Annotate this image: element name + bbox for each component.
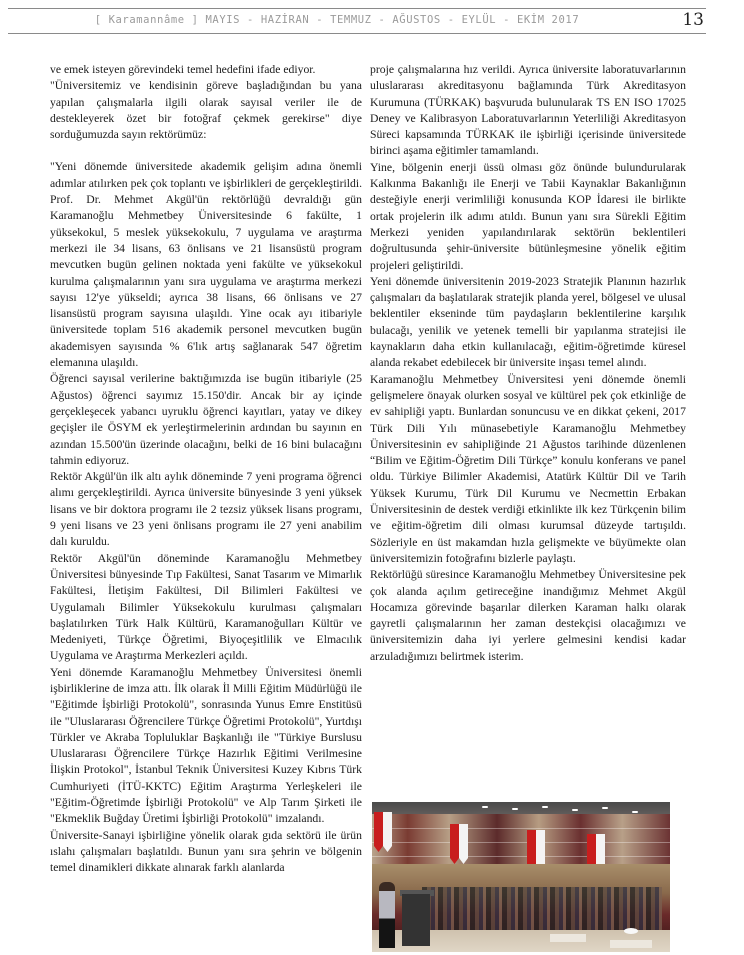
flag-banner	[450, 824, 468, 864]
header-title: [ Karamannâme ] MAYIS - HAZİRAN - TEMMUZ - AĞUSTOS - EYLÜL - EKİM 2017	[94, 14, 580, 26]
paragraph: proje çalışmalarına hız verildi. Ayrıca üniversite laboratuvarlarının uluslararası akreditasyonu bağlamında Türk Akreditasyon Kurumuna (TÜRKAK) başvuruda bulunularak TS EN ISO 17025 Deney ve Kalibrasyon Laboratuvarlarının Yeterliliği Akreditasyon Süreci kapsamında TÜRKAK ile işbirliği içerisinde üniversitede birinci aşama eğitimler tamamlandı.	[370, 63, 686, 158]
page-number: 13	[682, 10, 704, 30]
paragraph: "Üniversitemiz ve kendisinin göreve başladığından bu yana yapılan çalışmalarla ilgili olarak sayısal veriler ile de destekleyerek özet bir fotoğraf çekmek gerekirse" diye sorduğumuzda sayın rektörümüz:	[50, 79, 362, 142]
conference-hall-photo	[372, 802, 670, 952]
paragraph: Rektör Akgül'ün döneminde Karamanoğlu Mehmetbey Üniversitesi bünyesinde Tıp Fakültesi, Sanat Tasarım ve Mimarlık Fakültesi, İletişim Fakültesi, Dil Bilimleri Fakültesi ve Uygulamalı Bilimler Yüksekokulu kurulması çalışmaları başlatılırken Türk Halk Kültürü, Karamanoğulları Kültür ve Medeniyeti, Türkçe Öğretimi, Biyoçeşitlilik ve Elmacılık Uygulama ve Araştırma Merkezleri açıldı.	[50, 551, 362, 663]
stage-table	[550, 934, 586, 942]
paragraph: Üniversite-Sanayi işbirliğine yönelik olarak gıda sektörü ile ürün ıslahı çalışmaları başlatıldı. Bunun yanı sıra şehrin ve bölgenin temel dinamikleri dikkate alınarak farklı alanlarda	[50, 828, 362, 875]
left-column	[50, 62, 362, 877]
paragraph: Yeni dönemde Karamanoğlu Mehmetbey Üniversitesi önemli işbirliklerine de imza attı. İlk olarak İl Milli Eğitim Müdürlüğü ile "Eğitimde İşbirliği Protokolü", sonrasında Yunus Emre Enstitüsü ile "Uluslararası Öğrencilere Türkçe Öğretimi Protokolü", Yurtdışı Türkler ve Akraba Topluluklar Başkanlığı ile "Türkiye Burslusu Uluslararası Öğrencilere Türkçe Hazırlık Eğitimi Verilmesine İlişkin Protokol", İstanbul Teknik Üniversitesi Kuzey Kıbrıs Türk Cumhuriyeti (İTÜ-KKTC) Eğitim Araştırma Yerleşkeleri ile "Eğitim-Öğretimde İşbirliği Protokolü" ve Alp Tarım Şirketi ile "Ekmeklik Buğday Üretimi İşbirliği Protokolü" imzalandı.	[50, 665, 362, 826]
paragraph: "Yeni dönemde üniversitede akademik gelişim adına önemli adımlar atılırken pek çok toplantı ve işbirlikleri de gerçekleştirildi. Prof. Dr. Mehmet Akgül'ün rektörlüğü devraldığı gün Karamanoğlu Mehmetbey Üniversitesinde 6 fakülte, 1 yüksekokul, 5 meslek yüksekokulu, 7 uygulama ve araştırma merkezi ile 34 lisans, 63 önlisans ve 21 lisansüstü program mevcutken bugün gelinen noktada yeni fakülte ve yüksekokul kurulma çalışmalarının yanı sıra uygulama ve araştırma merkezi sayısı 12'ye yükseldi; ayrıca 38 lisans, 66 önlisans ve 27 lisansüstü program sayısına ulaşıldı. Yine ocak ayı itibariyle üniversitede toplam 516 akademik personel mevcutken bugün akademisyen sayısında % 6'lık artış sağlanarak 547 öğretim elemanına ulaşıldı.	[50, 160, 362, 370]
podium	[402, 894, 430, 946]
stage-table	[610, 940, 652, 948]
ceiling-light	[572, 809, 578, 811]
right-column	[370, 62, 686, 665]
paragraph: ve emek isteyen görevindeki temel hedefini ifade ediyor.	[50, 63, 316, 76]
paragraph: Yeni dönemde üniversitenin 2019-2023 Stratejik Planının hazırlık çalışmaları da başlatılarak stratejik planda yerel, bölgesel ve ulusal beklentiler ekseninde tüm paydaşların beklentilerine karşılık bulacağı, yenilik ve yetenek temelli bir yapılanma stratejisi ile kaynakların daha etkin kullanılacağı, eğitim-öğretimde küresel alanda rekabet edebilecek bir üniversite inşası temel alındı.	[370, 274, 686, 370]
paragraph: Karamanoğlu Mehmetbey Üniversitesi yeni dönemde önemli gelişmelere önayak olurken sosyal ve kültürel pek çok etkinliğe de ev sahipliği yaptı. Bunlardan sonuncusu ve en dikkat çekeni, 2017 Türk Dili Yılı münasebetiyle Karamanoğlu Mehmetbey Üniversitesinin ev sahipliğinde 21 Ağustos tarihinde düzenlenen “Bilim ve Eğitim-Öğretim Dili Türkçe” konulu konferans ve panel oldu. Türkiye Bilimler Akademisi, Atatürk Kültür Dil ve Tarih Yüksek Kurumu, Türk Dil Kurumu ve Necmettin Erbakan Üniversitesinin de destek verdiği etkinlikte ilk kez Türkçenin bilim ve eğitim-öğretim dili olması kurumsal düzeyde tartışıldı. Sözleriyle en üst makamdan hızla gelişmekte ve büyümekte olan üniversitemizin fotoğrafını bizlerle paylaştı.	[370, 372, 686, 565]
ceiling-light	[602, 807, 608, 809]
ceiling-light	[632, 811, 638, 813]
audience-crowd	[422, 887, 662, 932]
ceiling-light	[482, 806, 488, 808]
running-header	[8, 8, 706, 34]
paragraph: Rektörlüğü süresince Karamanoğlu Mehmetbey Üniversitesine pek çok alanda açılım getireceğine inandığımız Mehmet Akgül Hocamıza görevinde başarılar dilerken Karaman halkı olarak gayretli çalışmalarının her zaman destekçisi olacağımızı ve üniversitemizin daha iyi yerlere gelmesini kendisi kadar arzuladığımızı belirtmek isterim.	[370, 568, 686, 663]
speaker-figure	[379, 882, 395, 948]
paragraph: Yine, bölgenin enerji üssü olması göz önünde bulundurularak Kalkınma Bakanlığı ile Enerji ve Tabii Kaynaklar Bakanlığının desteğiyle enerji verimliliği konusunda KOP İdaresi ile birlikte ortak projelerin ilk adımı atıldı. Bunun yanı sıra Sürekli Eğitim Merkezi yeniden yapılandırılarak sektörün beklentileri doğrultusunda şehir-üniversite bütünleşmesine yönelik eğitim projeleri geliştirildi.	[370, 160, 686, 272]
paragraph: Öğrenci sayısal verilerine baktığımızda ise bugün itibariyle (25 Ağustos) öğrenci sayımız 15.150'dir. Ancak bir ay içinde gerçekleşecek yabancı uyruklu öğrenci kayıtları, yatay ve dikey geçişler ile ÖSYM ek yerleştirmelerinin ardından bu sayının en azından 15.500'ün üzerinde olacağını, belki de 16 bini bulacağını tahmin ediyoruz.	[50, 372, 362, 467]
ceiling-light	[512, 808, 518, 810]
flower-arrangement	[624, 928, 638, 934]
ceiling-light	[542, 806, 548, 808]
flag-banner	[374, 812, 392, 852]
paragraph: Rektör Akgül'ün ilk altı aylık döneminde 7 yeni programa öğrenci alımı gerçekleştirildi. Ayrıca üniversite bünyesinde 3 yeni yüksek lisans ve bir doktora programı ile 2 tezsiz yüksek lisans programı, 9 yeni lisans ve 23 yeni önlisans programı ile 27 yeni anabilim dalı kuruldu.	[50, 470, 362, 549]
